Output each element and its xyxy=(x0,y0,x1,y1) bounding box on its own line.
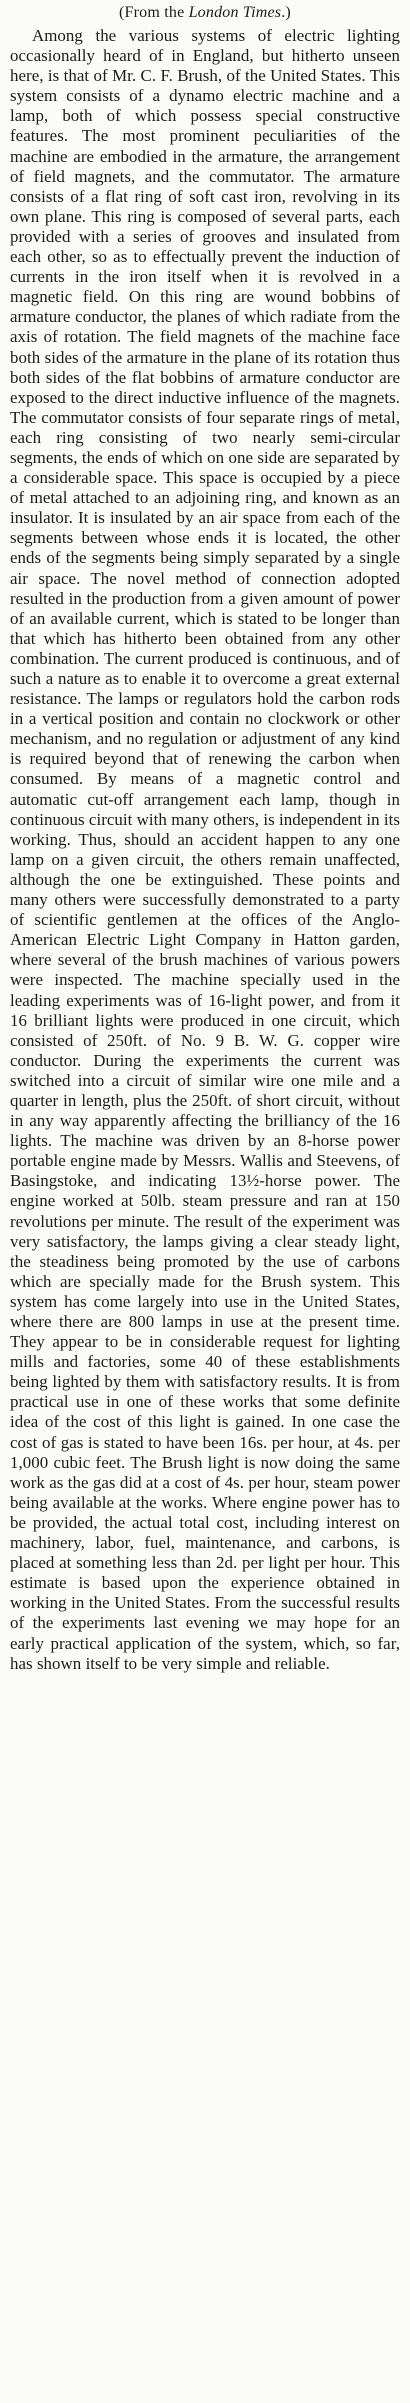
source-suffix: .) xyxy=(281,4,291,21)
publication-name: London Times xyxy=(188,4,282,21)
source-line xyxy=(10,2,400,24)
source-prefix: (From the xyxy=(119,4,189,21)
article-body: Among the various systems of electric lighting occasionally heard of in England, but hitherto unseen here, is that of Mr. C. F. Brush, of the United States. This system consists of a dynamo electric machine and a lamp, both of which possess special constructive features. The most prominent peculiarities of the machine are embodied in the armature, the arrangement of field magnets, and the commutator. The armature consists of a flat ring of soft cast iron, revolving in its own plane. This ring is composed of several parts, each provided with a series of grooves and insulated from each other, so as to effectually prevent the induction of currents in the iron itself when it is revolved in a magnetic field. On this ring are wound bobbins of armature conductor, the planes of which radiate from the axis of rotation. The field magnets of the machine face both sides of the armature in the plane of its rotation thus both sides of the flat bobbins of armature conductor are exposed to the direct inductive influence of the magnets. The commutator consists of four separate rings of metal, each ring consisting of two nearly semi-circular segments, the ends of which on one side are separated by a considerable space. This space is occupied by a piece of metal attached to an adjoining ring, and known as an insulator. It is insulated by an air space from each of the segments between whose ends it is located, the other ends of the segments being simply separated by a single air space. The novel method of connection adopted resulted in the production from a given amount of power of an available current, which is stated to be longer than that which has hitherto been obtained from any other combination. The current produced is continuous, and of such a nature as to enable it to overcome a great external resistance. The lamps or regulators hold the carbon rods in a vertical position and contain no clockwork or other mechanism, and no regulation or adjustment of any kind is required beyond that of renewing the carbon when consumed. By means of a magnetic control and automatic cut-off arrangement each lamp, though in continuous circuit with many others, is independent in its working. Thus, should an accident happen to any one lamp on a given circuit, the others remain unaffected, although the one be extinguished. These points and many others were successfully demonstrated to a party of scientific gentlemen at the offices of the Anglo-American Electric Light Company in Hatton garden, where several of the brush machines of various powers were inspected. The machine specially used in the leading experiments was of 16-light power, and from it 16 brilliant lights were produced in one circuit, which consisted of 250ft. of No. 9 B. W. G. copper wire conductor. During the experiments the current was switched into a circuit of similar wire one mile and a quarter in length, plus the 250ft. of short circuit, without in any way apparently affecting the brilliancy of the 16 lights. The machine was driven by an 8-horse power portable engine made by Messrs. Wallis and Steevens, of Basingstoke, and indicating 13½-horse power. The engine worked at 50lb. steam pressure and ran at 150 revolutions per minute. The result of the experiment was very satisfactory, the lamps giving a clear steady light, the steadiness being promoted by the use of carbons which are specially made for the Brush system. This system has come largely into use in the United States, where there are 800 lamps in use at the present time. They appear to be in considerable request for lighting mills and factories, some 40 of these establishments being lighted by them with satisfactory results. It is from practical use in one of these works that some definite idea of the cost of this light is gained. In one case the cost of gas is stated to have been 16s. per hour, at 4s. per 1,000 cubic feet. The Brush light is now doing the same work as the gas did at a cost of 4s. per hour, steam power being available at the works. Where engine power has to be provided, the actual total cost, including interest on machinery, labor, fuel, maintenance, and carbons, is placed at something less than 2d. per light per hour. This estimate is based upon the experience obtained in working in the United States. From the successful results of the experiments last evening we may hope for an early practical application of the system, which, so far, has shown itself to be very simple and reliable. xyxy=(10,26,400,1673)
